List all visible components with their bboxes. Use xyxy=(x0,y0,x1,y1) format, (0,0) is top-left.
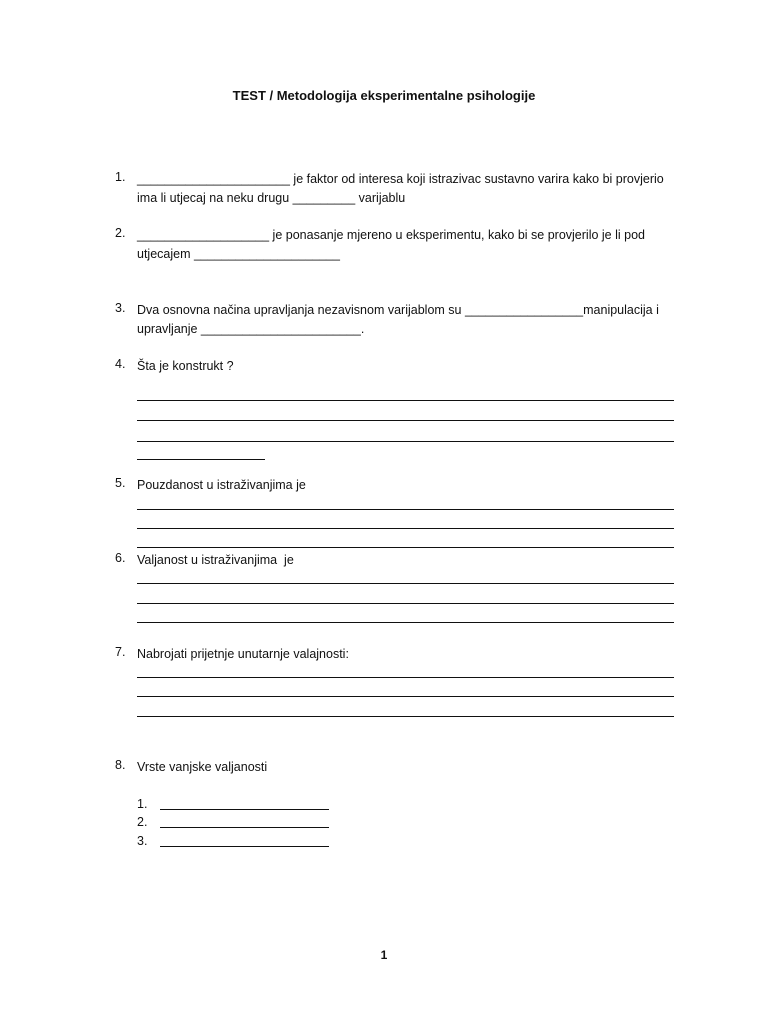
question-number: 7. xyxy=(115,645,126,659)
answer-line[interactable] xyxy=(137,603,674,604)
question-line: upravljanje _______________________. xyxy=(137,322,365,336)
page-number: 1 xyxy=(380,948,388,962)
question-number: 2. xyxy=(115,226,126,240)
question-text: Valjanost u istraživanjima je xyxy=(137,553,294,567)
question-3 xyxy=(115,301,680,341)
question-text xyxy=(137,226,682,264)
sub-item-number: 3. xyxy=(137,834,148,848)
answer-line[interactable] xyxy=(137,547,674,548)
question-4 xyxy=(115,357,680,377)
answer-line[interactable] xyxy=(137,441,674,442)
answer-line[interactable] xyxy=(160,809,329,810)
sub-item-number: 2. xyxy=(137,815,148,829)
question-text xyxy=(137,301,682,339)
answer-line[interactable] xyxy=(137,459,265,460)
question-text: Šta je konstrukt ? xyxy=(137,359,234,373)
question-5 xyxy=(115,476,680,496)
answer-line[interactable] xyxy=(137,400,674,401)
answer-line[interactable] xyxy=(160,827,329,828)
question-line: Dva osnovna načina upravljanja nezavisnom varijablom su _________________manipulacija i xyxy=(137,303,659,317)
question-text: Pouzdanost u istraživanjima je xyxy=(137,478,306,492)
sub-item-3 xyxy=(137,832,337,850)
question-number: 6. xyxy=(115,551,126,565)
answer-line[interactable] xyxy=(137,716,674,717)
question-number: 4. xyxy=(115,357,126,371)
answer-line[interactable] xyxy=(137,528,674,529)
question-number: 8. xyxy=(115,758,126,772)
answer-line[interactable] xyxy=(160,846,329,847)
question-line: ___________________ je ponasanje mjereno u eksperimentu, kako bi se provjerilo je li pod xyxy=(137,228,645,242)
question-number: 3. xyxy=(115,301,126,315)
question-line: utjecajem _____________________ xyxy=(137,247,340,261)
answer-line[interactable] xyxy=(137,677,674,678)
question-number: 1. xyxy=(115,170,126,184)
question-line: ______________________ je faktor od interesa koji istrazivac sustavno varira kako bi provjerio xyxy=(137,172,664,186)
page-title: TEST / Metodologija eksperimentalne psihologije xyxy=(232,88,536,103)
question-1 xyxy=(115,170,680,210)
question-7 xyxy=(115,645,680,665)
question-text xyxy=(137,170,682,208)
question-2 xyxy=(115,226,680,266)
answer-line[interactable] xyxy=(137,696,674,697)
question-text: Vrste vanjske valjanosti xyxy=(137,760,268,774)
question-line: ima li utjecaj na neku drugu _________ varijablu xyxy=(137,191,406,205)
sub-item-1 xyxy=(137,795,337,813)
question-text: Nabrojati prijetnje unutarnje valajnosti: xyxy=(137,647,349,661)
answer-line[interactable] xyxy=(137,622,674,623)
question-6 xyxy=(115,551,680,571)
question-number: 5. xyxy=(115,476,126,490)
question-8 xyxy=(115,758,680,778)
sub-item-2 xyxy=(137,813,337,831)
answer-line[interactable] xyxy=(137,420,674,421)
answer-line[interactable] xyxy=(137,583,674,584)
answer-line[interactable] xyxy=(137,509,674,510)
sub-item-number: 1. xyxy=(137,797,148,811)
